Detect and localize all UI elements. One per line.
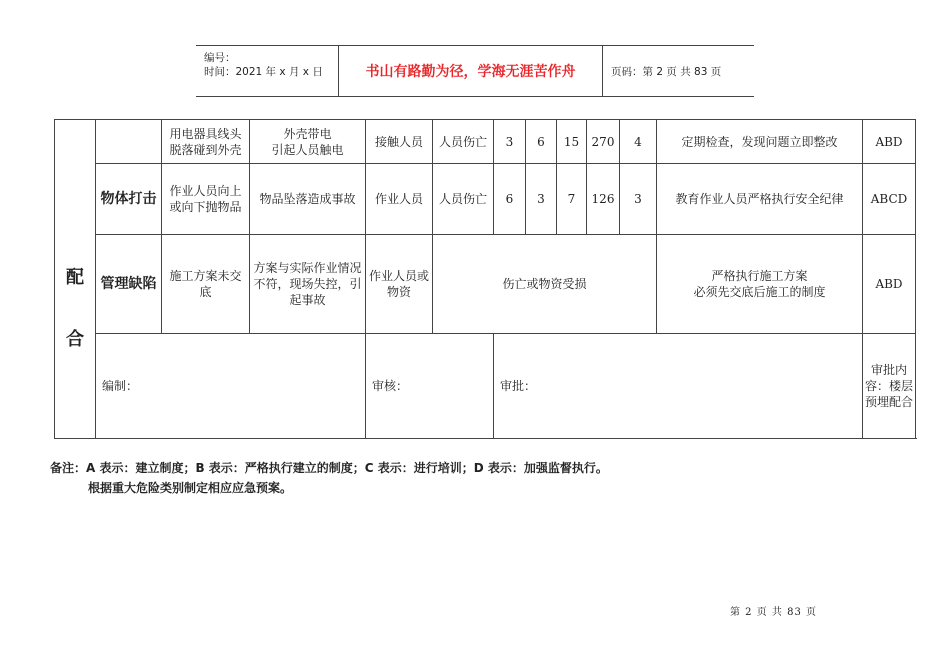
section-label-top: 配 bbox=[66, 267, 84, 288]
category-cell: 物体打击 bbox=[96, 164, 162, 235]
measure-cell: 定期检查，发现问题立即整改 bbox=[657, 120, 863, 164]
c-value-cell: 7 bbox=[557, 164, 587, 235]
hazard-cell: 作业人员向上或向下抛物品 bbox=[162, 164, 250, 235]
c-value-cell: 15 bbox=[557, 120, 587, 164]
category-cell bbox=[96, 120, 162, 164]
accident-cell: 人员伤亡 bbox=[433, 164, 494, 235]
d-value-cell: 126 bbox=[587, 164, 620, 235]
l-value-cell: 3 bbox=[494, 120, 526, 164]
approved-by-cell: 审批： bbox=[494, 334, 863, 439]
level-cell: 4 bbox=[620, 120, 657, 164]
header-number-label: 编号： bbox=[204, 52, 236, 64]
method-cell: ABCD bbox=[863, 164, 916, 235]
category-cell: 管理缺陷 bbox=[96, 235, 162, 334]
approval-content-cell: 审批内容：楼层预埋配合 bbox=[863, 334, 916, 439]
header-slogan: 书山有路勤为径，学海无涯苦作舟 bbox=[339, 46, 603, 96]
method-cell: ABD bbox=[863, 120, 916, 164]
accident-cell: 伤亡或物资受损 bbox=[433, 235, 657, 334]
page-header bbox=[196, 45, 754, 97]
hazard-cell: 用电器具线头脱落碰到外壳 bbox=[162, 120, 250, 164]
e-value-cell: 6 bbox=[526, 120, 557, 164]
header-meta bbox=[196, 46, 339, 96]
method-cell: ABD bbox=[863, 235, 916, 334]
section-label-bottom: 合 bbox=[66, 329, 84, 350]
affected-cell: 接触人员 bbox=[366, 120, 433, 164]
measure-cell: 教育作业人员严格执行安全纪律 bbox=[657, 164, 863, 235]
section-label-cell bbox=[55, 120, 96, 439]
notes bbox=[50, 458, 608, 498]
table-row bbox=[55, 164, 916, 235]
d-value-cell: 270 bbox=[587, 120, 620, 164]
consequence-cell: 物品坠落造成事故 bbox=[250, 164, 366, 235]
notes-line-2: 根据重大危险类别制定相应应急预案。 bbox=[88, 481, 293, 495]
e-value-cell: 3 bbox=[526, 164, 557, 235]
consequence-cell: 外壳带电 引起人员触电 bbox=[250, 120, 366, 164]
table-row bbox=[55, 235, 916, 334]
accident-cell: 人员伤亡 bbox=[433, 120, 494, 164]
compiled-by-cell: 编制： bbox=[96, 334, 366, 439]
page-footer: 第 2 页 共 83 页 bbox=[730, 607, 817, 618]
hazard-cell: 施工方案未交底 bbox=[162, 235, 250, 334]
header-page-info: 页码：第 2 页 共 83 页 bbox=[611, 65, 722, 78]
notes-line-1: 备注：A 表示：建立制度；B 表示：严格执行建立的制度；C 表示：进行培训；D 表示：加强监督执行。 bbox=[50, 461, 608, 475]
measure-cell: 严格执行施工方案 必须先交底后施工的制度 bbox=[657, 235, 863, 334]
table-row bbox=[55, 120, 916, 164]
level-cell: 3 bbox=[620, 164, 657, 235]
hazard-table bbox=[54, 119, 916, 439]
reviewed-by-cell: 审核： bbox=[366, 334, 494, 439]
affected-cell: 作业人员 bbox=[366, 164, 433, 235]
consequence-cell: 方案与实际作业情况不符，现场失控，引起事故 bbox=[250, 235, 366, 334]
l-value-cell: 6 bbox=[494, 164, 526, 235]
signature-row bbox=[55, 334, 916, 439]
affected-cell: 作业人员或物资 bbox=[366, 235, 433, 334]
header-time-label: 时间：2021 年 x 月 x 日 bbox=[204, 66, 323, 78]
